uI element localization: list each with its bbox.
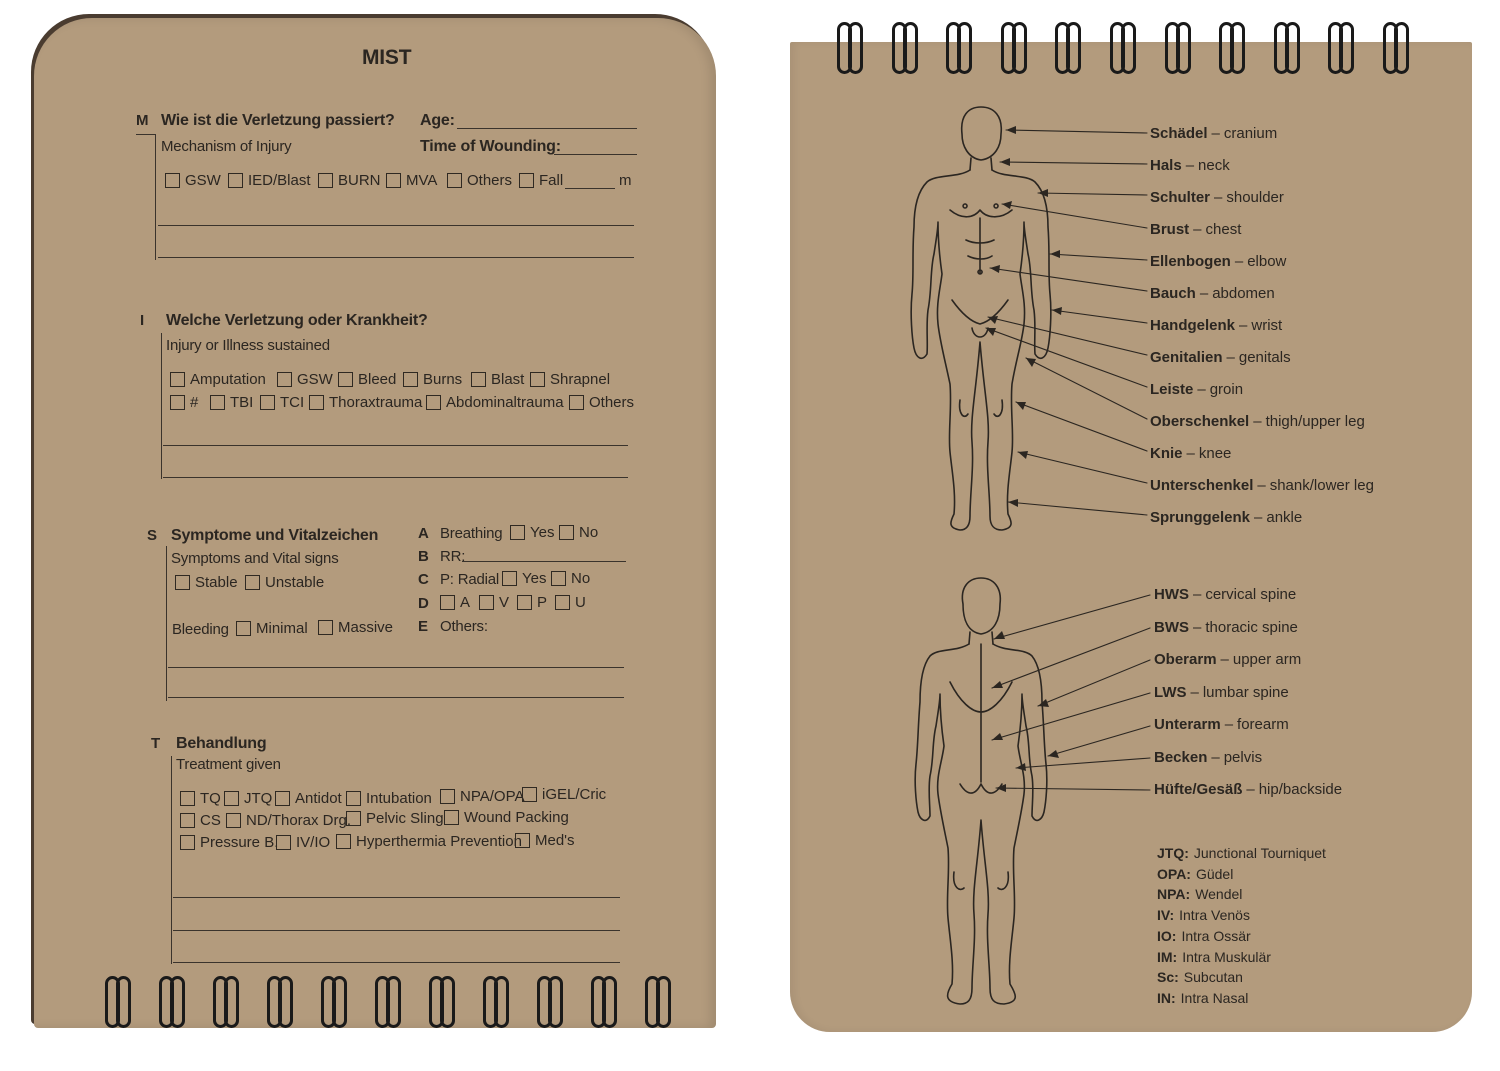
treatment-row2-option-label: Pelvic Sling [366,810,444,827]
m-heading: Wie ist die Verletzung passiert? [161,112,395,129]
s-write-line-2[interactable] [168,697,624,698]
checkbox-square[interactable] [530,372,545,387]
t-letter: T [151,735,161,752]
age-label: Age: [420,112,455,129]
front-label-12: Sprunggelenk – ankle [1150,509,1303,526]
injury-row1-checkbox-1[interactable] [277,371,333,388]
radial-yes-checkbox[interactable]: Yes [502,570,546,587]
treatment-row3-checkbox-0[interactable] [180,834,278,851]
injury-row2-checkbox-1[interactable] [210,394,253,411]
treatment-row3-checkbox-2[interactable] [336,833,522,850]
avpu-checkbox-3[interactable] [555,594,586,611]
abbreviation-2: NPA: Wendel [1157,886,1243,903]
spiral-ring [374,976,400,1026]
stable-checkbox[interactable]: Stable [175,574,238,591]
treatment-row2-checkbox-0[interactable] [180,812,221,829]
checkbox-square[interactable] [515,833,530,848]
treatment-row1-option-label: iGEL/Cric [542,786,607,803]
breathing-no-checkbox[interactable]: No [559,524,598,541]
others-label: Others: [440,618,488,635]
injury-row1-checkbox-0[interactable] [170,371,266,388]
abcde-e-letter: E [418,618,429,635]
avpu-option-label: U [575,594,586,611]
checkbox-square[interactable] [224,791,239,806]
checkbox-square[interactable] [440,789,455,804]
spiral-binding-bottom [104,976,670,1026]
front-label-10: Knie – knee [1150,445,1232,462]
i-heading: Welche Verletzung oder Krankheit? [166,312,428,329]
t-subheading: Treatment given [176,756,281,773]
abbreviation-6: Sc: Subcutan [1157,969,1243,986]
m-subheading: Mechanism of Injury [161,138,292,155]
s-subheading: Symptoms and Vital signs [171,550,339,567]
treatment-row1-option-label: Antidot [295,790,342,807]
injury-row1-option-label: Burns [423,371,463,388]
i-bracket [161,333,162,479]
checkbox-square[interactable] [276,835,291,850]
bleeding-massive-checkbox[interactable]: Massive [318,619,393,636]
bleeding-label: Bleeding [172,621,229,638]
front-label-5: Bauch – abdomen [1150,285,1275,302]
checkbox-square[interactable] [180,835,195,850]
front-label-1: Hals – neck [1150,157,1230,174]
checkbox-square[interactable] [336,834,351,849]
injury-row1-option-label: Shrapnel [550,371,611,388]
checkbox-square[interactable] [180,791,195,806]
injury-row1-option-label: Bleed [358,371,397,388]
fall-unit: m [619,172,632,189]
abbreviation-4: IO: Intra Ossär [1157,927,1251,944]
left-notepad-page [34,18,716,1028]
checkbox-square[interactable] [471,372,486,387]
treatment-row2-option-label: CS [200,812,221,829]
injury-row1-option-label: Amputation [190,371,266,388]
m-write-line-2[interactable] [158,257,634,258]
checkbox-square[interactable] [277,372,292,387]
mechanism-option-label: Others [467,172,513,189]
checkbox-square[interactable] [517,595,532,610]
t-heading: Behandlung [176,735,267,752]
treatment-row1-option-label: JTQ [244,790,273,807]
checkbox-square[interactable] [426,395,441,410]
back-body-figure [915,578,1047,1004]
s-letter: S [147,527,158,544]
injury-row2-option-label: TBI [230,394,254,411]
t-write-line-3[interactable] [173,962,620,963]
abbreviation-5: IM: Intra Muskulär [1157,948,1271,965]
rr-label: RR: [440,548,466,565]
spiral-ring [482,976,508,1026]
front-label-7: Genitalien – genitals [1150,349,1291,366]
back-label-2: Oberarm – upper arm [1154,651,1302,668]
checkbox-square[interactable] [228,173,243,188]
injury-row1-checkbox-2[interactable] [338,371,396,388]
injury-row2-option-label: # [190,394,199,411]
checkbox-square[interactable] [309,395,324,410]
mechanism-checkbox-3[interactable] [386,172,437,189]
treatment-row3-option-label: Pressure B. [200,834,279,851]
front-leader-lines [986,130,1147,515]
front-label-6: Handgelenk – wrist [1150,317,1283,334]
avpu-option-label: P [537,594,548,611]
abbreviation-0: JTQ: Junctional Tourniquet [1157,845,1326,861]
checkbox-square[interactable] [318,173,333,188]
radial-pulse-label: P: Radial [440,571,500,588]
mechanism-option-label: Fall [539,172,564,189]
m-bracket [155,134,156,260]
treatment-row1-checkbox-5[interactable] [522,786,606,803]
mechanism-option-label: MVA [406,172,438,189]
t-bracket [171,756,172,964]
back-label-0: HWS – cervical spine [1154,586,1297,603]
abcde-b-letter: B [418,548,429,565]
treatment-row2-checkbox-2[interactable] [346,810,444,827]
avpu-checkbox-0[interactable] [440,594,470,611]
checkbox-square[interactable] [260,395,275,410]
time-of-wounding-label: Time of Wounding: [420,138,561,155]
avpu-option-label: A [460,594,471,611]
avpu-checkbox-2[interactable] [517,594,547,611]
injury-row2-checkbox-5[interactable] [569,394,634,411]
checkbox-square[interactable] [569,395,584,410]
mechanism-checkbox-5[interactable] [519,172,563,189]
front-label-4: Ellenbogen – elbow [1150,253,1287,270]
s-bracket [166,546,167,701]
injury-row2-option-label: TCI [280,394,305,411]
treatment-row3-option-label: Med's [535,832,575,849]
checkbox-square[interactable] [170,372,185,387]
i-write-line-2[interactable] [163,477,628,478]
back-label-6: Hüfte/Gesäß – hip/backside [1154,781,1343,798]
spiral-ring [590,976,616,1026]
checkbox-square[interactable] [165,173,180,188]
checkbox-square[interactable] [226,813,241,828]
treatment-row3-checkbox-1[interactable] [276,834,330,851]
body-diagrams [790,42,1472,1032]
treatment-row2-checkbox-1[interactable] [226,812,351,829]
back-label-1: BWS – thoracic spine [1154,618,1298,636]
treatment-row2-option-label: ND/Thorax Drg. [246,812,352,829]
abcde-a-letter: A [418,525,429,542]
mechanism-checkbox-2[interactable] [318,172,381,189]
checkbox-square[interactable] [170,395,185,410]
treatment-row3-option-label: Hyperthermia Prevention [356,833,522,850]
mechanism-option-label: GSW [185,172,221,189]
abcde-d-letter: D [418,595,429,612]
abcde-c-letter: C [418,571,429,588]
injury-row1-checkbox-3[interactable] [403,371,462,388]
mechanism-option-label: IED/Blast [248,172,311,189]
back-label-3: LWS – lumbar spine [1154,683,1289,701]
treatment-row3-checkbox-3[interactable] [515,832,575,849]
mechanism-checkbox-1[interactable] [228,172,311,189]
back-label-5: Becken – pelvis [1154,748,1263,766]
checkbox-square[interactable] [346,811,361,826]
checkbox-square[interactable] [440,595,455,610]
rr-field-line[interactable] [462,561,626,562]
i-subheading: Injury or Illness sustained [166,337,330,354]
front-label-8: Leiste – groin [1150,381,1244,398]
mechanism-checkbox-4[interactable] [447,172,512,189]
injury-row2-option-label: Others [589,394,635,411]
injury-row1-checkbox-5[interactable] [530,371,610,388]
time-field-line[interactable] [554,154,637,155]
checkbox-square[interactable] [338,372,353,387]
mechanism-checkbox-0[interactable] [165,172,221,189]
spiral-ring [158,976,184,1026]
injury-row2-checkbox-0[interactable] [170,394,198,411]
radial-no-checkbox[interactable]: No [551,570,590,587]
injury-row1-option-label: Blast [491,371,525,388]
i-write-line-1[interactable] [163,445,628,446]
t-write-line-2[interactable] [173,930,620,931]
treatment-row1-option-label: NPA/OPA [460,788,525,805]
mechanism-option-label: BURN [338,172,381,189]
injury-row2-checkbox-2[interactable] [260,394,304,411]
spiral-ring [644,976,670,1026]
spiral-ring [428,976,454,1026]
checkbox-square[interactable] [522,787,537,802]
front-label-11: Unterschenkel – shank/lower leg [1150,477,1374,494]
unstable-checkbox[interactable]: Unstable [245,574,324,591]
s-write-line-1[interactable] [168,667,624,668]
checkbox-square[interactable] [519,173,534,188]
treatment-row1-option-label: Intubation [366,790,432,807]
avpu-option-label: V [499,594,510,611]
m-letter: M [136,112,149,129]
abbreviation-7: IN: Intra Nasal [1157,989,1249,1006]
injury-row2-option-label: Thoraxtrauma [329,394,423,411]
back-label-4: Unterarm – forearm [1154,716,1289,733]
spiral-ring [212,976,238,1026]
abbreviation-1: OPA: Güdel [1157,865,1234,882]
injury-row2-option-label: Abdominaltrauma [446,394,564,411]
checkbox-square[interactable] [479,595,494,610]
front-label-3: Brust – chest [1150,221,1242,238]
breathing-yes-checkbox[interactable]: Yes [510,524,554,541]
checkbox-square[interactable] [447,173,462,188]
treatment-row1-checkbox-0[interactable] [180,790,221,807]
back-leader-lines [992,595,1150,790]
checkbox-square[interactable] [444,810,459,825]
checkbox-square[interactable] [210,395,225,410]
treatment-row1-checkbox-1[interactable] [224,790,272,807]
avpu-checkbox-1[interactable] [479,594,509,611]
treatment-row3-option-label: IV/IO [296,834,331,851]
treatment-row1-option-label: TQ [200,790,221,807]
checkbox-square[interactable] [275,791,290,806]
abbreviation-3: IV: Intra Venös [1157,907,1250,924]
checkbox-square[interactable] [403,372,418,387]
t-write-line-1[interactable] [173,897,620,898]
fall-height-line[interactable] [565,188,615,189]
spiral-ring [320,976,346,1026]
injury-row1-option-label: GSW [297,371,333,388]
front-label-0: Schädel – cranium [1150,125,1278,142]
injury-row1-checkbox-4[interactable] [471,371,524,388]
i-letter: I [140,312,145,329]
spiral-ring [536,976,562,1026]
m-write-line-1[interactable] [158,225,634,226]
checkbox-square[interactable] [180,813,195,828]
front-label-9: Oberschenkel – thigh/upper leg [1150,413,1365,430]
treatment-row2-option-label: Wound Packing [464,809,569,826]
spiral-ring [104,976,130,1026]
treatment-row1-checkbox-3[interactable] [346,790,432,807]
age-field-line[interactable] [457,128,637,129]
injury-row2-checkbox-3[interactable] [309,394,422,411]
treatment-row1-checkbox-4[interactable] [440,788,524,805]
treatment-row1-checkbox-2[interactable] [275,790,342,807]
front-label-2: Schulter – shoulder [1150,189,1284,206]
bleeding-minimal-checkbox[interactable]: Minimal [236,620,308,637]
breathing-label: Breathing [440,525,503,542]
treatment-row2-checkbox-3[interactable] [444,809,569,826]
checkbox-square[interactable] [555,595,570,610]
m-bracket-top [136,134,155,135]
page-title: MIST [362,46,412,69]
injury-row2-checkbox-4[interactable] [426,394,564,411]
s-heading: Symptome und Vitalzeichen [171,527,379,544]
front-body-figure [911,107,1051,530]
checkbox-square[interactable] [346,791,361,806]
spiral-ring [266,976,292,1026]
checkbox-square[interactable] [386,173,401,188]
